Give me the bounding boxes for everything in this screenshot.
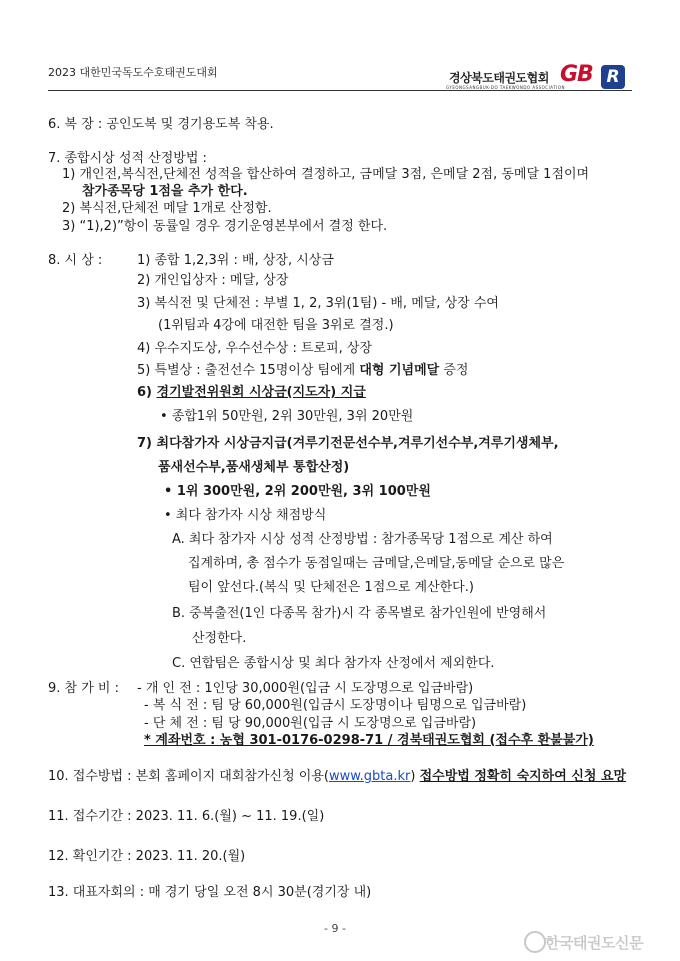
award-item-6-title: 경기발전위원회 시상금(지도자) 지급 [156,385,366,400]
section-10-registration [48,768,626,786]
award-item-1: 1) 종합 1,2,3위 : 배, 상장, 시상금 [137,253,334,268]
award-item-7 [137,435,559,453]
section-9-label: 9. 참 가 비 : [48,681,119,696]
award-item-7-rule-c: C. 연합팀은 종합시상 및 최다 참가자 산정에서 제외한다. [172,656,495,671]
section-7-item-1-bonus: 참가종목당 1점을 추가 한다. [82,184,248,199]
award-item-5 [137,362,468,380]
award-item-7-rule-a-cont2: 팀이 앞선다.(복식 및 단체전은 1점으로 계산한다.) [188,580,474,595]
award-item-7-method: • 최다 참가자 시상 채점방식 [164,508,327,523]
section-11-period: 11. 접수기간 : 2023. 11. 6.(월) ~ 11. 19.(일) [48,809,325,824]
fee-individual: - 개 인 전 : 1인당 30,000원(입금 시 도장명으로 입금바람) [137,681,474,696]
website-link[interactable]: www.gbta.kr [328,769,411,784]
award-item-6-detail: • 종합1위 50만원, 2위 30만원, 3위 20만원 [160,409,414,424]
watermark-icon [524,931,546,953]
award-item-5-end: 증정 [439,363,469,378]
award-item-7-title-cont: 품새선수부,품새생체부 통합산정) [158,460,350,475]
page-number: - 9 - [324,922,346,935]
section-13-meeting: 13. 대표자회의 : 매 경기 당일 오전 8시 30분(경기장 내) [48,885,372,900]
association-logo-mark: GB [560,62,593,87]
registration-notice: 접수방법 정확히 숙지하여 신청 요망 [419,769,627,784]
award-item-7-prize: • 1위 300만원, 2위 200만원, 3위 100만원 [164,484,431,499]
document-header-title: 2023 대한민국독도수호태권도대회 [48,66,218,79]
registration-text: 10. 접수방법 : 본회 홈페이지 대회참가신청 이용( [48,769,329,784]
award-item-4: 4) 우수지도상, 우수선수상 : 트로피, 상장 [137,341,373,356]
association-logo-english: GYEONGSANGBUK-DO TAEKWONDO ASSOCIATION [446,85,565,90]
association-logo-korean: 경상북도태권도협회 [449,71,549,85]
registration-text-end: ) [410,769,420,784]
award-item-6 [137,384,366,402]
award-item-7-rule-a: A. 최다 참가자 시상 성적 산정방법 : 참가종목당 1점으로 계산 하여 [172,532,553,547]
award-item-3-note: (1위팀과 4강에 대전한 팀을 3위로 결정.) [158,318,394,333]
award-item-7-number: 7) [137,436,157,451]
section-6-uniform: 6. 복 장 : 공인도복 및 경기용도복 착용. [48,117,274,132]
header-divider [48,90,632,91]
fee-team: - 단 체 전 : 팀 당 90,000원(입금 시 도장명으로 입금바람) [144,716,477,731]
section-7-item-2: 2) 복식전,단체전 메달 1개로 산정함. [62,201,272,216]
section-8-label: 8. 시 상 : [48,253,103,268]
section-7-item-3: 3) “1),2)”항이 동률일 경우 경기운영본부에서 결정 한다. [62,219,388,234]
award-item-5-text: 5) 특별상 : 출전선수 15명이상 팀에게 [137,363,360,378]
section-7-title: 7. 종합시상 성적 산정방법 : [48,151,207,166]
section-12-confirm: 12. 확인기간 : 2023. 11. 20.(월) [48,849,246,864]
award-item-2: 2) 개인입상자 : 메달, 상장 [137,273,289,288]
award-item-5-highlight: 대형 기념메달 [359,363,440,378]
award-item-7-rule-a-cont1: 집계하며, 총 점수가 동점일때는 금메달,은메달,동메달 순으로 많은 [188,556,565,571]
watermark-text: 한국태권도신문 [545,934,643,952]
award-item-3: 3) 복식전 및 단체전 : 부별 1, 2, 3위(1팀) - 배, 메달, 상장 수여 [137,296,499,311]
section-7-item-1: 1) 개인전,복식전,단체전 성적을 합산하여 결정하고, 금메달 3점, 은메달 2점, 동메달 1점이며 [62,167,590,182]
award-item-7-rule-b-cont: 산정한다. [192,631,247,646]
award-item-7-title: 최다참가자 시상금지급(겨루기전문선수부,겨루기선수부,겨루기생체부, [156,436,559,451]
association-logo-mark-r: R [601,65,625,89]
award-item-7-rule-b: B. 중복출전(1인 다종목 참가)시 각 종목별로 참가인원에 반영해서 [172,606,547,621]
award-item-6-number: 6) [137,385,157,400]
fee-doubles: - 복 식 전 : 팀 당 60,000원(입금시 도장명이나 팀명으로 입금바람) [144,698,527,713]
bank-account-info: * 계좌번호 : 농협 301-0176-0298-71 / 경북태권도협회 (접수후 환불불가) [144,733,594,748]
